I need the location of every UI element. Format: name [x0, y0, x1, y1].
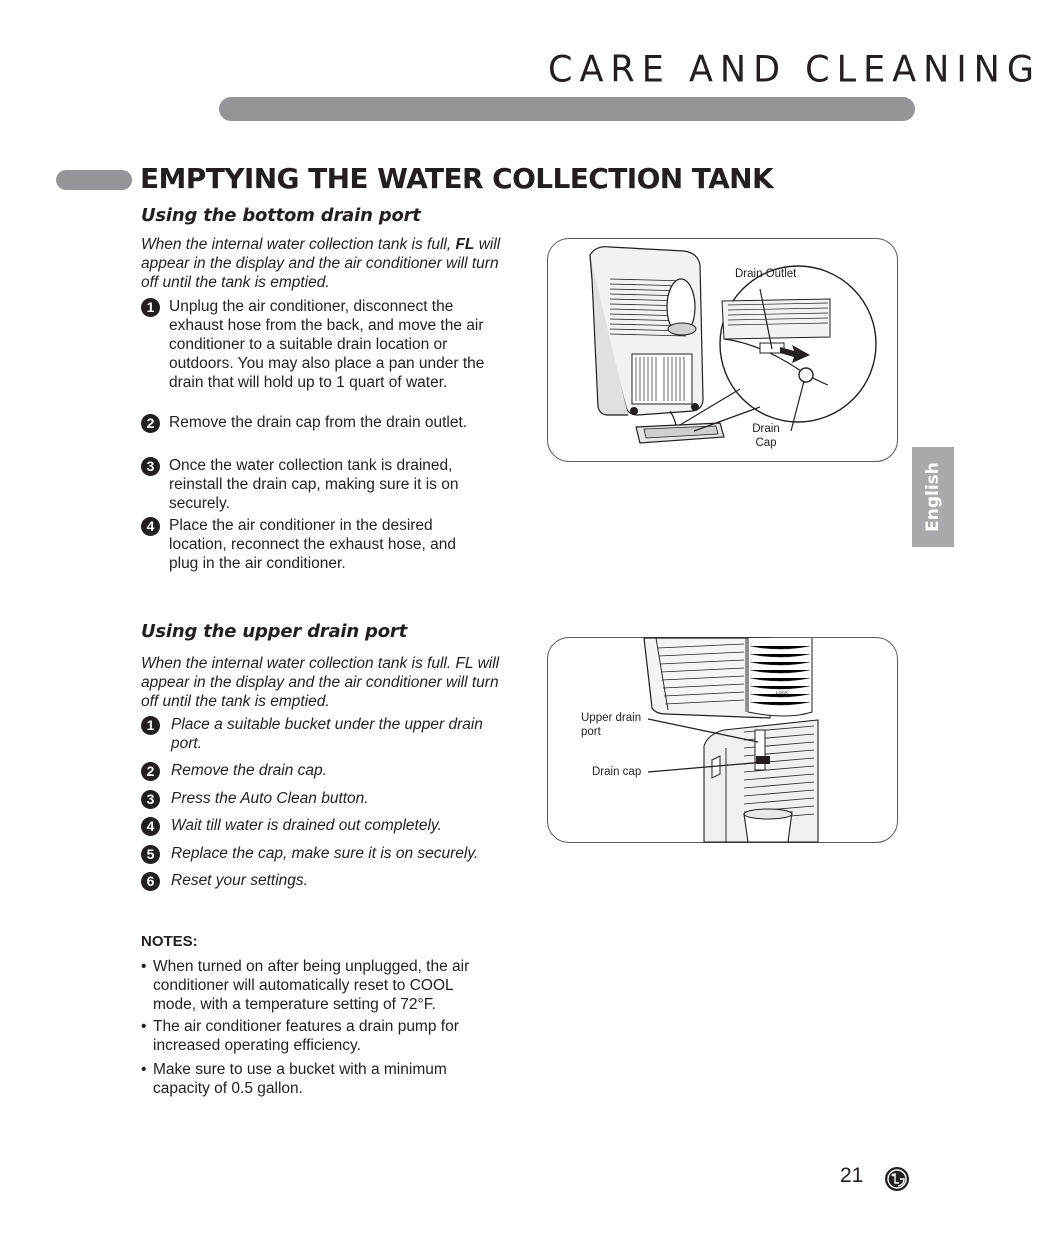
note-item: [141, 1017, 501, 1055]
step-number-badge: 3: [141, 790, 160, 809]
step-text: Wait till water is drained out completely.: [171, 817, 442, 834]
upper-step-1: [141, 715, 501, 753]
step-number-badge: 1: [141, 716, 160, 735]
upper-drain-intro: When the internal water collection tank is full. FL will appear in the display and the air conditioner will turn off until the tank is emptied.: [141, 655, 500, 710]
step-text: Unplug the air conditioner, disconnect the exhaust hose from the back, and move the air conditioner to a suitable drain location or outdoors. You may also place a pan under the drain that will hold up to 1 quart of water.: [169, 298, 485, 391]
step-number-badge: 2: [141, 414, 160, 433]
upper-step-4: [141, 816, 501, 835]
lg-logo-icon: [884, 1166, 910, 1192]
air-conditioner-illustration: [548, 239, 897, 461]
language-tab-english[interactable]: [912, 447, 954, 547]
bottom-step-1: [141, 297, 501, 392]
bottom-step-2: [141, 413, 501, 432]
page-header-title: CARE AND CLEANING: [548, 49, 1041, 91]
section-marker-pill: [56, 170, 132, 190]
upper-drain-illustration: [548, 638, 897, 842]
upper-step-3: [141, 789, 501, 808]
notes-heading: NOTES:: [141, 933, 198, 950]
step-text: Once the water collection tank is drained, reinstall the drain cap, making sure it is on securely.: [169, 457, 459, 512]
bullet: •: [141, 958, 147, 975]
step-text: Reset your settings.: [171, 872, 308, 889]
bottom-step-4: [141, 516, 501, 573]
label-upper-drain-port: Upper drain port: [581, 712, 642, 738]
language-tab-label: English: [923, 462, 943, 532]
note-text: When turned on after being unplugged, the air conditioner will automatically reset to COOL mode, with a temperature setting of 72°F.: [153, 958, 470, 1013]
bottom-drain-intro: When the internal water collection tank is full, FL will appear in the display and the air conditioner will turn off until the tank is emptied.: [141, 236, 501, 291]
header-divider-bar: [219, 97, 915, 121]
bottom-step-3: [141, 456, 501, 513]
note-item: [141, 1060, 501, 1098]
step-number-badge: 2: [141, 762, 160, 781]
step-text: Press the Auto Clean button.: [171, 790, 369, 807]
step-number-badge: 3: [141, 457, 160, 476]
note-text: Make sure to use a bucket with a minimum capacity of 0.5 gallon.: [153, 1061, 447, 1097]
subheading-bottom-drain: Using the bottom drain port: [141, 205, 421, 226]
section-title: EMPTYING THE WATER COLLECTION TANK: [140, 162, 774, 195]
panel-lock-text: LOCK: [776, 690, 789, 695]
step-text: Remove the drain cap from the drain outlet.: [169, 414, 468, 431]
bullet: •: [141, 1061, 147, 1078]
step-number-badge: 5: [141, 845, 160, 864]
figure-bottom-drain: [547, 238, 898, 462]
page-number: 21: [840, 1164, 864, 1187]
step-number-badge: 4: [141, 517, 160, 536]
fl-code: FL: [455, 236, 475, 253]
upper-step-2: [141, 761, 501, 780]
step-text: Remove the drain cap.: [171, 762, 327, 779]
step-text: Place the air conditioner in the desired location, reconnect the exhaust hose, and plug in the air conditioner.: [169, 517, 456, 572]
label-drain-cap-upper: Drain cap: [592, 766, 642, 778]
upper-step-5: [141, 844, 501, 863]
step-text: Replace the cap, make sure it is on securely.: [171, 845, 479, 862]
note-item: [141, 957, 501, 1014]
step-number-badge: 4: [141, 817, 160, 836]
figure-upper-drain: [547, 637, 898, 843]
bullet: •: [141, 1018, 147, 1035]
step-text: Place a suitable bucket under the upper drain port.: [171, 716, 483, 752]
label-drain-outlet: Drain Outlet: [735, 268, 797, 280]
label-drain-cap: Drain Cap: [752, 423, 780, 449]
note-text: The air conditioner features a drain pump for increased operating efficiency.: [153, 1018, 459, 1054]
subheading-upper-drain: Using the upper drain port: [141, 621, 407, 642]
step-number-badge: 6: [141, 872, 160, 891]
step-number-badge: 1: [141, 298, 160, 317]
upper-step-6: [141, 871, 501, 890]
